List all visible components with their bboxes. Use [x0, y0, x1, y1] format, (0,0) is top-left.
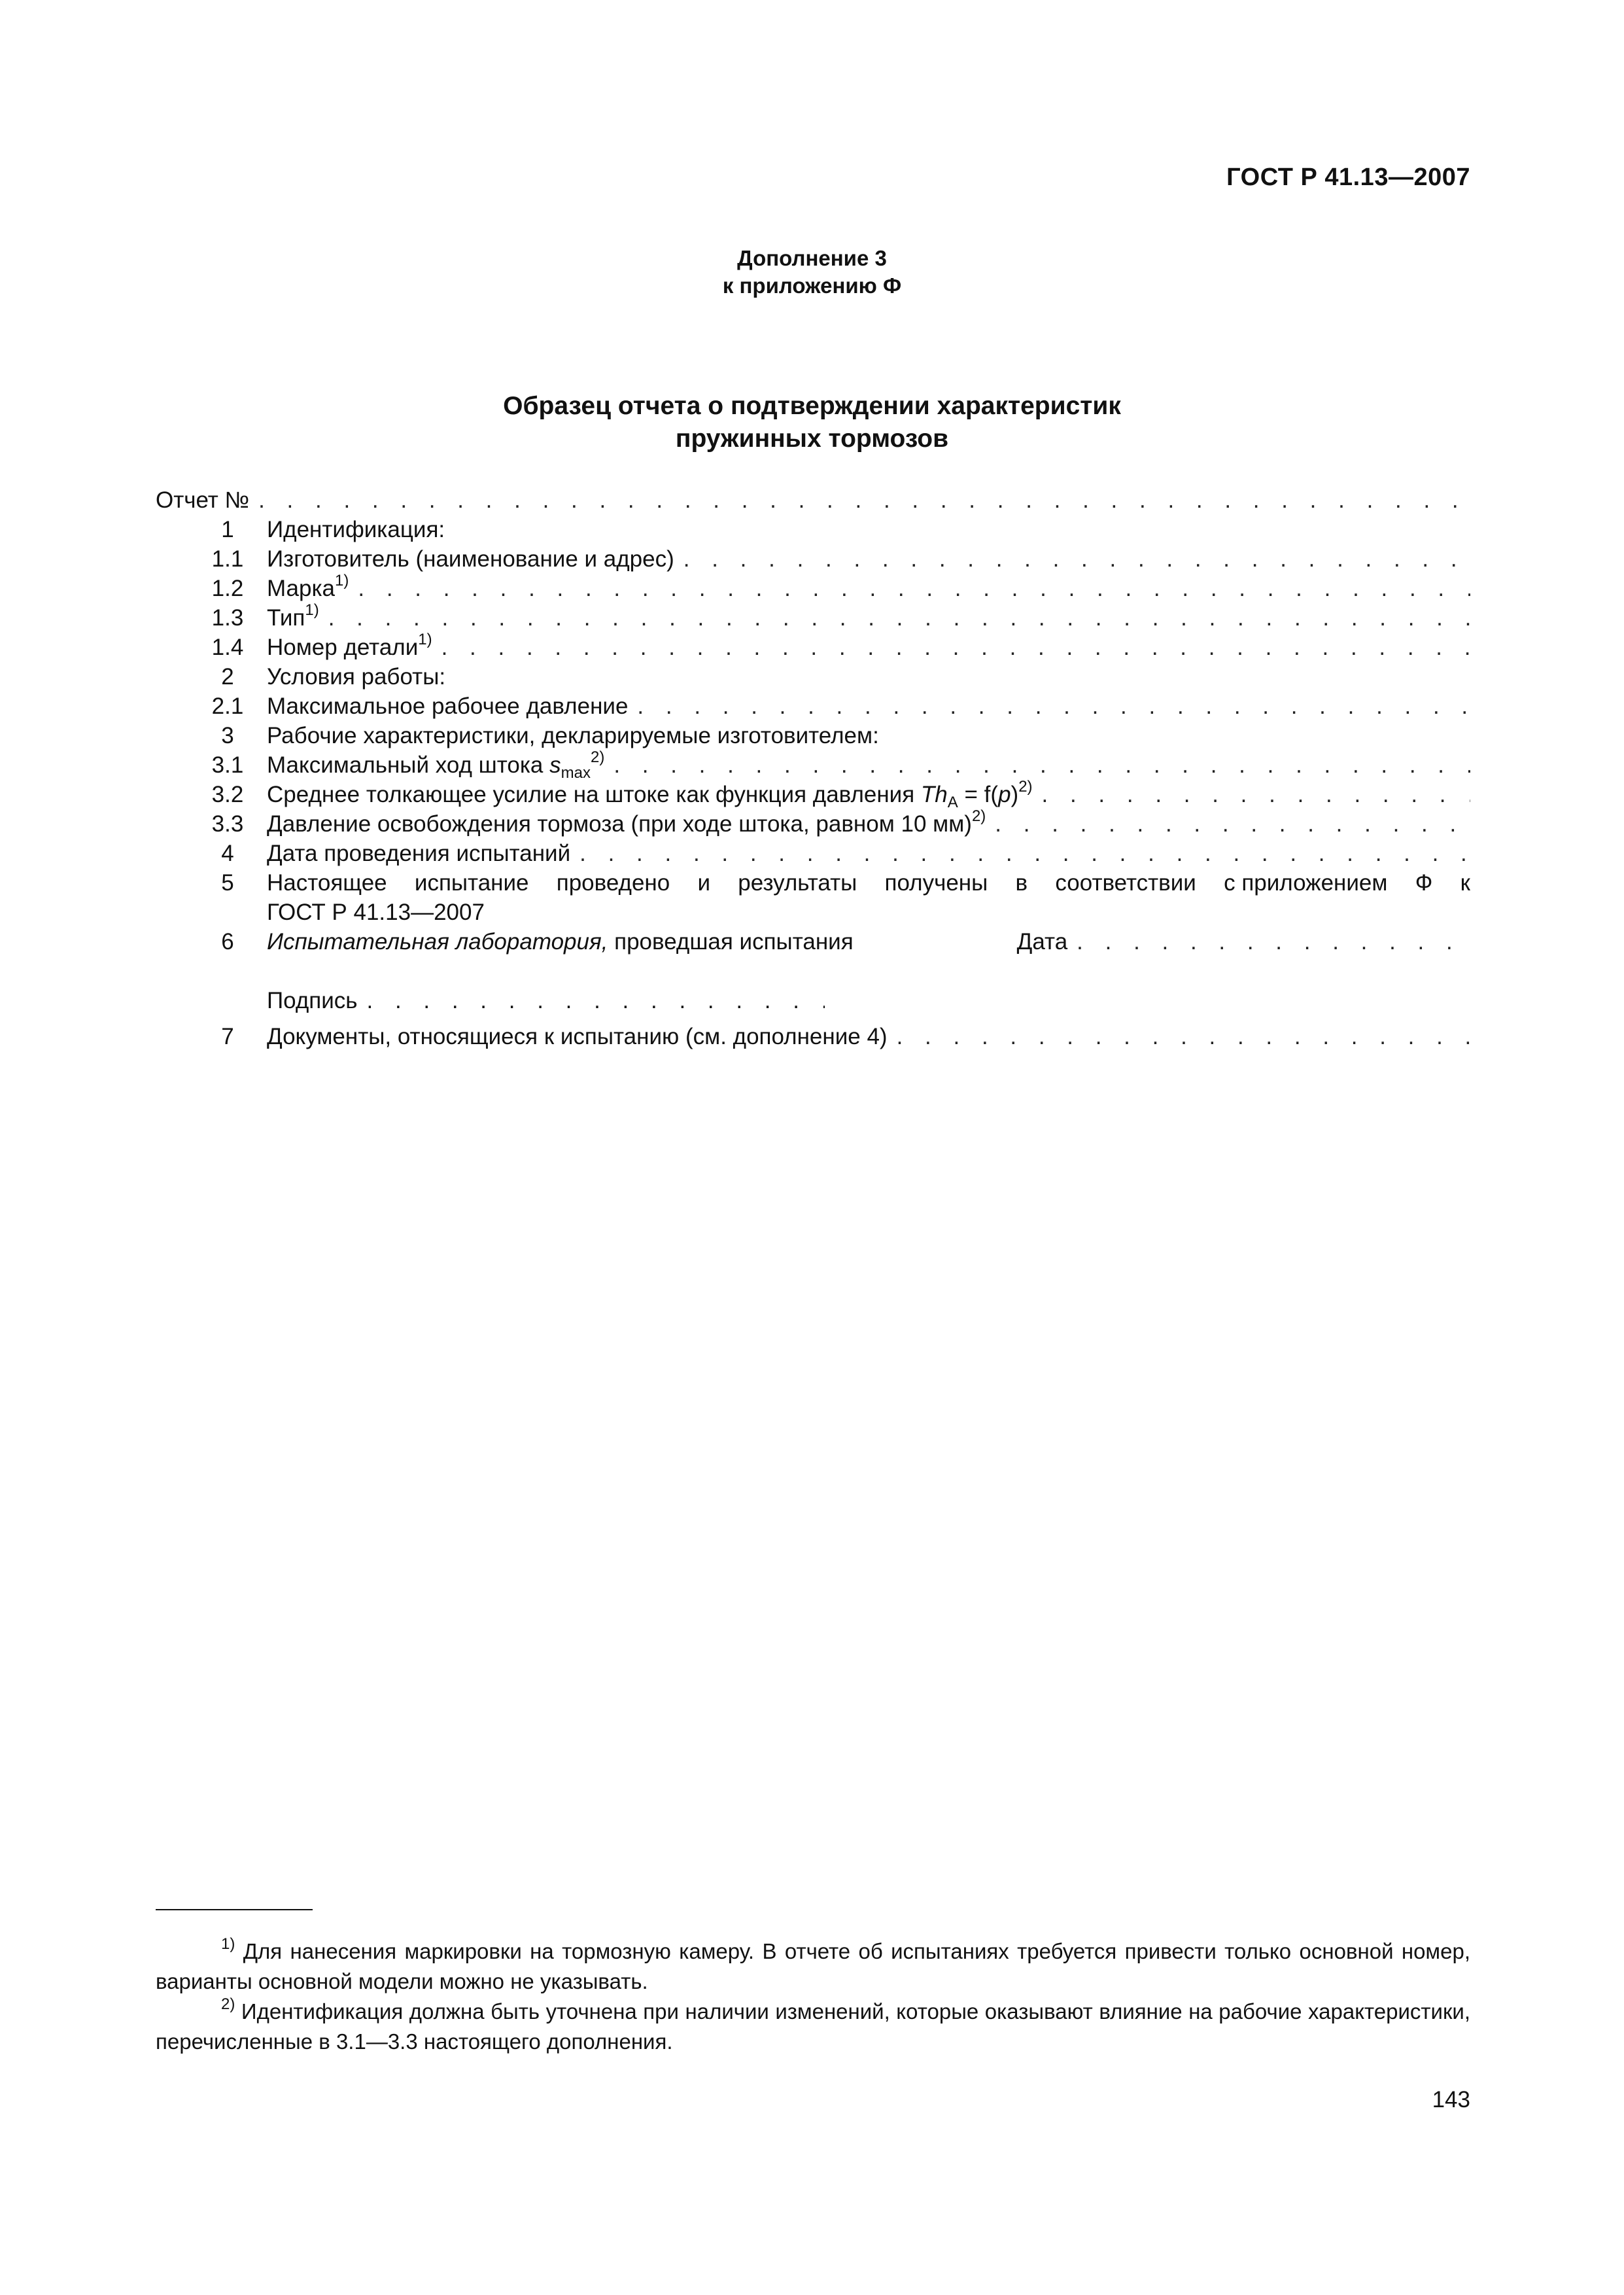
- item-number: 4: [221, 841, 234, 866]
- form-item: [156, 750, 1470, 780]
- report-number-field[interactable]: [258, 485, 1470, 515]
- form-item: [156, 1022, 1470, 1051]
- footnote-ref: 2): [1018, 778, 1033, 796]
- form-item: [156, 515, 1470, 544]
- test-date-field[interactable]: [579, 839, 1470, 868]
- footnote-ref: 1): [335, 572, 349, 590]
- item-label: Максимальное рабочее давление: [267, 693, 629, 719]
- part-number-field[interactable]: [441, 633, 1470, 662]
- footnote-2: $^{2)}$ Идентификация должна быть уточнена при наличии изменений, которые оказывают влияние на рабочие характеристики, перечисленные в 3.1—3.3 настоящего дополнения.: [156, 1995, 1470, 2054]
- documents-field[interactable]: [897, 1022, 1470, 1051]
- date-field[interactable]: [1077, 927, 1470, 956]
- standard-code: ГОСТ Р 41.13—2007: [1226, 164, 1470, 191]
- item-number: 3.1: [211, 752, 244, 778]
- item-number: 7: [221, 1024, 234, 1049]
- item-label: Испытательная лаборатория, проведшая испытания: [267, 929, 854, 955]
- form-item: [156, 839, 1470, 868]
- form-item: [156, 574, 1470, 603]
- brand-field[interactable]: [358, 574, 1470, 603]
- item-number: 1.1: [211, 546, 244, 572]
- item-number: 2.1: [211, 693, 244, 719]
- date-label: Дата: [1016, 929, 1068, 955]
- item-label: Идентификация:: [267, 517, 445, 542]
- max-stroke-field[interactable]: [613, 750, 1470, 780]
- form-item: [156, 633, 1470, 662]
- item-number: 3.3: [211, 811, 244, 837]
- page-number: 143: [1432, 2087, 1470, 2112]
- item-number: 1.4: [211, 635, 244, 660]
- form-item: [156, 868, 1470, 927]
- type-field[interactable]: [328, 603, 1470, 633]
- signature-field[interactable]: [367, 986, 825, 1015]
- item-label: Марка$^{1)}$: [267, 572, 349, 601]
- item-label: Рабочие характеристики, декларируемые изготовителем:: [267, 723, 879, 748]
- item-number: 6: [221, 929, 234, 955]
- signature-row: [156, 986, 1470, 1015]
- form-item: [156, 721, 1470, 750]
- form-item: [156, 780, 1470, 809]
- footnote-divider: [156, 1909, 313, 1910]
- manufacturer-field[interactable]: [683, 544, 1470, 574]
- form-item: [156, 603, 1470, 633]
- signature-label: Подпись: [267, 988, 358, 1013]
- footnotes: [156, 1936, 1470, 2057]
- item-label: Максимальный ход штока $s_{max}^{2)}$: [267, 748, 605, 782]
- item-number: 1: [221, 517, 234, 542]
- item-label: Тип$^{1)}$: [267, 601, 319, 631]
- item-number: 3: [221, 723, 234, 748]
- item-number: 3.2: [211, 782, 244, 807]
- supplement-subheading: к приложению Ф: [722, 273, 902, 298]
- thrust-force-field[interactable]: [1042, 780, 1470, 809]
- item-number: 5: [221, 870, 234, 896]
- release-pressure-field[interactable]: [995, 809, 1470, 839]
- item-number: 1.2: [211, 576, 244, 601]
- item-label: Дата проведения испытаний: [267, 841, 571, 866]
- item-number: 1.3: [211, 605, 244, 631]
- form-item: [156, 662, 1470, 692]
- footnote-ref: 2): [590, 748, 605, 767]
- document-title: [0, 390, 1624, 455]
- item-label: Изготовитель (наименование и адрес): [267, 546, 674, 572]
- max-pressure-field[interactable]: [637, 692, 1470, 721]
- report-number-row: [156, 485, 1470, 515]
- form-item: [156, 692, 1470, 721]
- footnote-ref: 2): [971, 807, 986, 826]
- footnote-1: $^{1)}$ Для нанесения маркировки на тормозную камеру. В отчете об испытаниях требуется привести только основной номер, варианты основной модели можно не указывать.: [156, 1935, 1470, 1993]
- title-line-2: пружинных тормозов: [675, 425, 949, 453]
- form-item: [156, 544, 1470, 574]
- item-label: Номер детали$^{1)}$: [267, 631, 432, 660]
- item-label: Среднее толкающее усилие на штоке как функция давления $Th_A = f(p)^{2)}$: [267, 778, 1033, 811]
- item-label: Настоящее испытание проведено и результаты получены в соответствии с приложением Ф к ГОСТ Р 41.13—2007: [267, 870, 1470, 925]
- form-item: [156, 927, 1470, 956]
- item-label: Давление освобождения тормоза (при ходе штока, равном 10 мм)$^{2)}$: [267, 807, 986, 837]
- form-item: [156, 809, 1470, 839]
- item-label: Условия работы:: [267, 664, 446, 690]
- title-line-1: Образец отчета о подтверждении характеристик: [503, 392, 1121, 420]
- report-number-label: Отчет №: [156, 487, 250, 513]
- item-label: Документы, относящиеся к испытанию (см. дополнение 4): [267, 1024, 888, 1049]
- supplement-heading: Дополнение 3: [737, 246, 887, 270]
- footnote-ref: 1): [418, 631, 432, 649]
- item-number: 2: [221, 664, 234, 690]
- report-form: [156, 485, 1470, 1051]
- footnote-ref: 1): [305, 601, 319, 620]
